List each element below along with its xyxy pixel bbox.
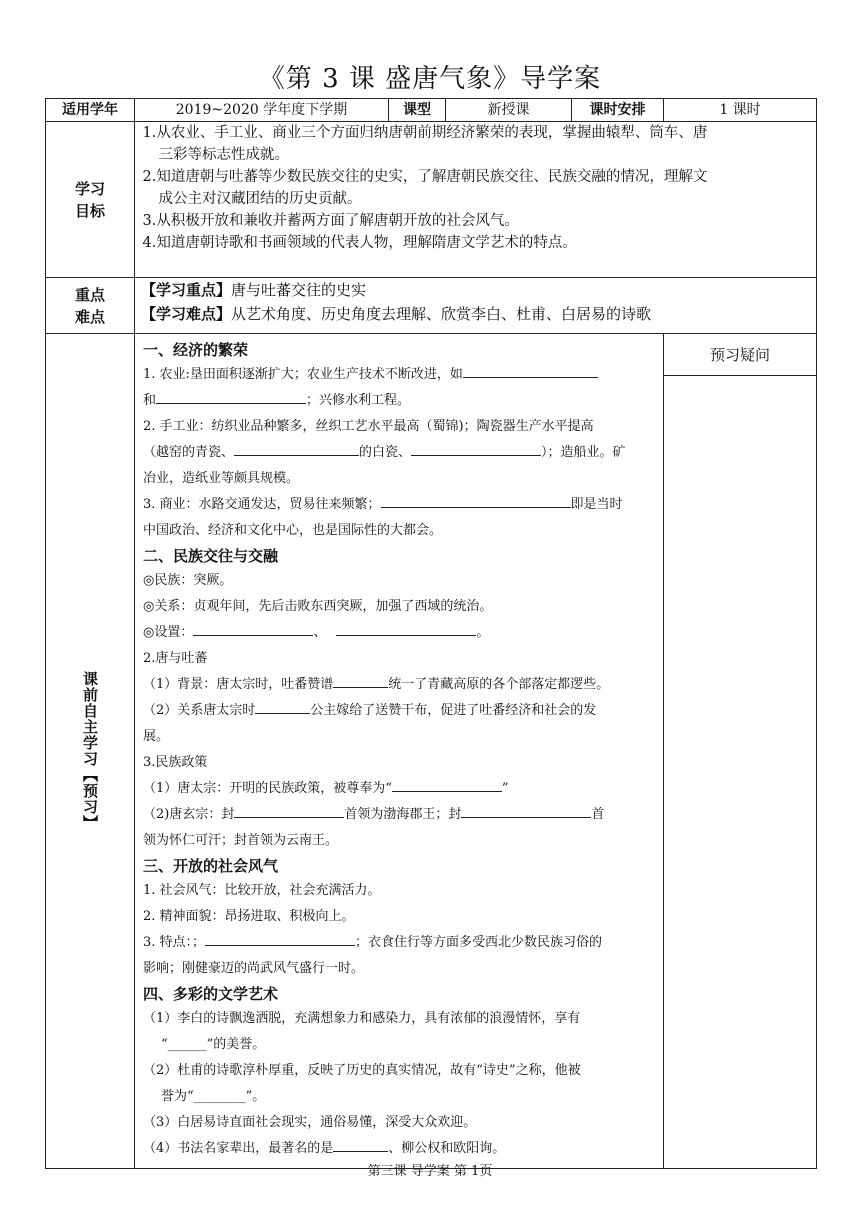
header-row: [46, 99, 817, 122]
focus-text: 唐与吐蕃交往的史实: [231, 281, 367, 299]
blank-field[interactable]: [333, 1138, 388, 1152]
study-plan-table: [45, 98, 817, 1169]
question-column: [664, 334, 817, 1169]
preview-content: 一、经济的繁荣 1. 农业:垦田面积逐渐扩大；农业生产技术不断改进，如 和 ；兴修水利工程。 2. 手工业：纺织业品种繁多，丝织工艺水平最高（蜀锦)；陶瓷器生产水平提高 （越窑的青瓷、 的白瓷、 ）；造船业。矿 冶业，造纸业等颇具规模。 3. 商业：水路交通发达，贸易往来频繁； 即是当时 中国政治、经济和文化中心，也是国际性的大都会。 二、民族交往与交融 ◎民族：突厥。 ◎关系：贞观年间，先后击败东西突厥，加强了西域的统治。 ◎设置： 、 。 2.唐与吐蕃 （1）背景：唐太宗时，吐番赞谱 统一了青藏高原的各个部落定都逻些。 （2）关系唐太宗时 公主嫁给了送赞干布，促进了吐番经济和社会的发 展。 3.民族政策 （1）唐太宗：开明的民族政策，被尊奉为“ ” （2)唐玄宗：封 首领为渤海郡王；封 首 领为怀仁可汗；封首领为云南王。 三、开放的社会风气 1. 社会风气：比较开放，社会充满活力。 2. 精神面貌：昂扬进取、积极向上。 3. 特点：； ；衣食住行等方面多受西北少数民族习俗的 影响；刚健豪迈的尚武风气盛行一时。 四、多彩的文学艺术 （1）李白的诗飘逸洒脱，充满想象力和感染力，具有浓郁的浪漫情怀，享有 “______”的美誉。 （2）杜甫的诗歌淳朴厚重，反映了历史的真实情况，故有“诗史”之称，他被 誉为“________”。 （3）白居易诗直面社会现实，通俗易懂，深受大众欢迎。 （4）书法名家辈出，最著名的是 、柳公权和欧阳询。: [135, 334, 664, 1169]
type-label: 课型: [389, 99, 446, 122]
section-heading-ethnic: 二、民族交往与交融: [143, 547, 279, 565]
blank-field[interactable]: [333, 674, 388, 688]
blank-field[interactable]: [255, 700, 310, 714]
difficulty-tag: 【学习难点】: [141, 305, 232, 323]
blank-field[interactable]: [381, 494, 571, 508]
blank-field[interactable]: [156, 390, 306, 404]
section-heading-economy: 一、经济的繁荣: [143, 341, 249, 359]
keys-row: [46, 278, 817, 334]
goal-item: 2.知道唐朝与吐蕃等少数民族交往的史实，了解唐朝民族交往、民族交融的情况，理解文: [142, 169, 708, 185]
blank-field[interactable]: [234, 442, 359, 456]
blank-field[interactable]: [461, 804, 591, 818]
preview-label: 课前自主学习【预习】: [46, 334, 135, 1169]
focus-tag: 【学习重点】: [141, 281, 232, 299]
goal-item: 4.知道唐朝诗歌和书画领域的代表人物，理解隋唐文学艺术的特点。: [142, 235, 577, 251]
section-heading-society: 三、开放的社会风气: [143, 857, 279, 875]
type-value: 新授课: [446, 99, 572, 122]
blank-field[interactable]: [411, 442, 541, 456]
hours-label: 课时安排: [572, 99, 664, 122]
blank-field[interactable]: [205, 932, 355, 946]
year-label: 适用学年: [46, 99, 135, 122]
goals-label: 学习目标: [46, 122, 135, 278]
goal-item: 1.从农业、手工业、商业三个方面归纳唐朝前期经济繁荣的表现，掌握曲辕犁、筒车、唐: [142, 125, 708, 141]
keys-label: 重点难点: [46, 278, 135, 334]
goal-item-cont: 三彩等标志性成就。: [158, 147, 289, 163]
goal-item: 3.从积极开放和兼收并蓄两方面了解唐朝开放的社会风气。: [142, 213, 519, 229]
difficulty-text: 从艺术角度、历史角度去理解、欣赏李白、杜甫、白居易的诗歌: [231, 305, 652, 323]
goals-content: [135, 122, 817, 278]
blank-field[interactable]: [193, 622, 313, 636]
keys-content: [135, 278, 817, 334]
goal-item-cont: 成公主对汉藏团结的历史贡献。: [158, 191, 362, 207]
hours-value: 1 课时: [664, 99, 817, 122]
blank-field[interactable]: [234, 804, 344, 818]
page-title: 《第 3 课 盛唐气象》导学案: [258, 64, 602, 94]
question-header: 预习疑问: [664, 334, 816, 376]
blank-field[interactable]: [392, 778, 502, 792]
goals-row: [46, 122, 817, 278]
year-value: 2019~2020 学年度下学期: [135, 99, 389, 122]
question-area[interactable]: [664, 376, 816, 1156]
blank-field[interactable]: [336, 622, 476, 636]
preview-row: [46, 334, 817, 1169]
page-footer: 第三课 导学案 第 1页: [367, 1164, 493, 1179]
blank-field[interactable]: [463, 364, 598, 378]
section-heading-literature: 四、多彩的文学艺术: [143, 985, 279, 1003]
